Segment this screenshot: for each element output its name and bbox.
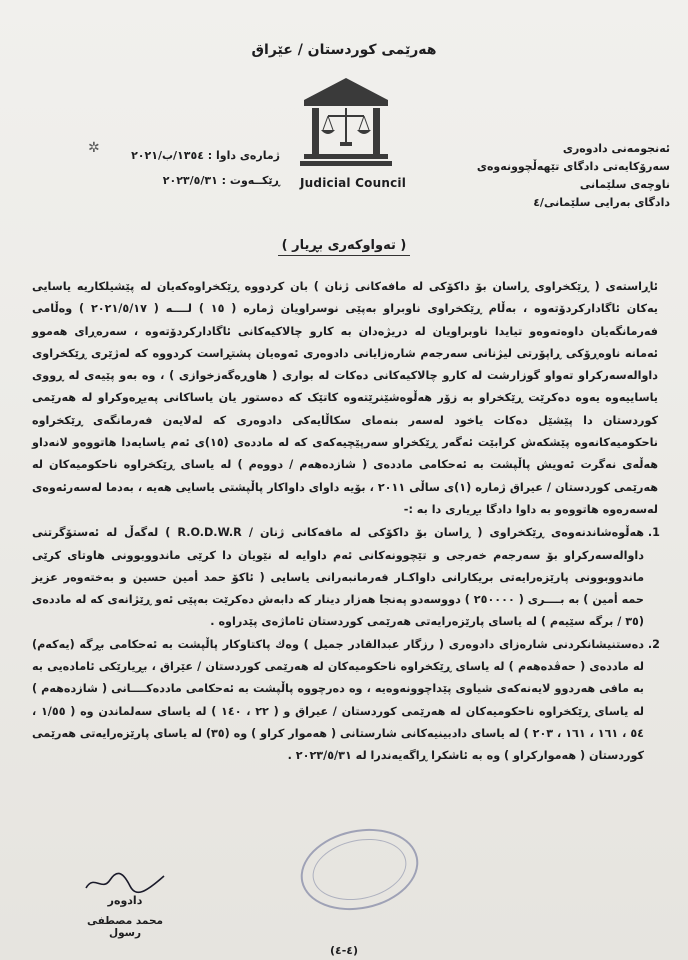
document-heading-text: ( تەواوكەری بڕیار ): [278, 238, 411, 256]
authority-line: دادگای بەرایی سلێمانی/٤: [533, 196, 670, 209]
case-date: ڕێکــەوت : ٢٠٢٣/٥/٣١: [162, 174, 280, 187]
document-heading: [0, 238, 688, 253]
document-body: [32, 276, 658, 768]
judge-name: محمد مصطفی رسول: [86, 915, 164, 939]
intro-paragraph: ئاڕاستەی ( ڕێکخراوی ڕاسان بۆ داکۆکی لە مافەکانی ژنان ) بان کردووە ڕێکخراوەکەیان لە پێشیلکاریە یاسایی یەکان ئاگادارکردۆتەوە ، بەڵام ڕێکخراوی ناوبراو بەپێی نوسراویان ژمارە ( ١٥ ) لــــە ( ٢٠٢١/٥/١٧ ) وەڵامی فەرمانگەیان داوەتەوەو تیایدا ناوبراویان لە دریژەدان بە کارو چالاکیەکانی ئاگادارکردۆتەوە ، سەرەڕای هەموو ئەمانە ناوەڕۆکی ڕاپۆرتی لیژنانی سەرجەم شارەزایانی دادوەری ئەوەیان پشتڕاست کردووە کە لەژێری ڕێکخراوی داوالەسەرکراو تەواو گوزارشت لە کارو چالاکیەکانی دەکات لە بواری ( هاوڕەگەزخوازی ) ، وە بەو پێیەی لە ڕووی یاساییەوە یەوە دەکرێت ڕێکخراو بە زۆر هەڵوەشێنرێتەوە کاتێک کە دەستور یان یاساکانی پەیڕەوکراو لە هەرێمی کوردستان دا پێشێل دەکات یاخود لەسەر بنەمای سکاڵایەکی دادوەری کە لەلایەن فەرمانگەی ڕێکخراوە ناحکومیەکانەوە پێشکەش کرابێت ئەگەر ڕێکخراو سەرپێچیەکەی کە لە ماددەی (١٥)ی ئەم یاسایەدا هاتووەو لانەداو هەڵەی نەگرت ئەویش پاڵپشت بە ئەحکامی ماددەی ( شازدەهەم / دووەم ) لە یاسای ڕێکخراوە ناحکومیەکان لە هەرێمی کوردستان / عیراق ژمارە (١)ی ساڵی ٢٠١١ ، بۆیە داوای داواکار پاڵپشتی یاسایی هەیە ، بەدما لەسەرئەوەی لەسەرەوە هاتووەو بە داوا دادگا بڕیاری دا بە :-: [32, 280, 659, 516]
signature-block: [70, 870, 180, 939]
case-info-block: [115, 143, 280, 193]
issuing-authority-block: [440, 140, 670, 212]
page-number: (٤-٤): [329, 944, 359, 957]
logo-caption: Judicial Council: [300, 176, 407, 190]
case-number: ژمارەی داوا : ١٣٥٤/ب/٢٠٢١: [131, 149, 280, 162]
region-title: هەرێمی کوردستان / عێراق: [251, 42, 437, 58]
ruling-item: 2. دەستنیشانکردنی شارەزای دادوەری ( رزگار عبدالقادر جمیل ) وەك پاکتاوکار پاڵپشت بە ئەحکامی بڕگە (یەکەم) لە ماددەی ( حەڤدەهەم ) لە یاسای ڕێکخراوە ناحکومیەکان لە هەرێمی کوردستان / عێراق ، بڕیارێکی ئامادەیی بە بە مافی هەردوو لایەنەکەی شیاوی پێداچوونەوەیە ، وە دەرچووە پاڵپشت بە ئەحکامی ماددەکــــانی ( شازدەهەم ) لە یاسای ڕێکخراوە ناحکومیەکان لە هەرێمی کوردستان / عیراق و ( ٢٢ ، ١٤٠ ) لە یاسای سەلماندن وە ( ١/٥٥ ، ٥٤ ، ١٦١ ، ١٦١ ، ٢٠٣ ) لە یاسای دادبینیەکانی شارستانی ( هەموار کراو ) وە (٣٥) لە یاسای پارێزەرایەتی هەرێمی کوردستان ( هەموارکراو ) وە بە ئاشکرا ڕاگەیەندرا لە ٢٠٢٣/٥/٣١ .: [32, 634, 644, 768]
handwritten-signature-icon: [80, 870, 170, 896]
official-seal-stamp: [293, 818, 426, 920]
judicial-council-logo-icon: [296, 72, 396, 172]
judge-title: دادوەر: [107, 894, 143, 907]
fingerprint-mark-icon: ✲: [88, 140, 100, 156]
ruling-list: [32, 522, 658, 767]
ruling-item: 1. هەڵوەشاندنەوەی ڕێکخراوی ( ڕاسان بۆ داکۆکی لە مافەکانی ژنان / R.O.D.W.R ) لەگەڵ لە ئەستۆگرتنی داوالەسەرکراو بۆ سەرجەم خەرجی و تێچوونەکانی ئەم داوایە لە نێویان دا کرێی ماندووبوونی هاوتای کرێی ماندووبوونی پارێزەرایەتی بریکارانی داواکـار فەرمانبەرانی یاسایی ( ئاکۆ حمد أمین حسین و بەختەوەر عزیز حمە أمین ) بە بــــری ( ٢٥٠٠٠٠ ) دووسەدو پەنجا هەزار دینار کە دابەش دەکرێت بەپێی ئەو ڕێژانەی کە لە ماددەی (٣٥ / برگە سێیەم ) لە یاسای پارێزەرایەتی هەرێمی کوردستان ئاماژەی پێدراوە .: [32, 522, 644, 633]
authority-line: ئەنجومەنی دادوەری: [562, 142, 670, 155]
authority-line: سەرۆکایەتی دادگای تێهەڵچوونەوەی ناوچەی سلێمانی: [476, 160, 670, 191]
